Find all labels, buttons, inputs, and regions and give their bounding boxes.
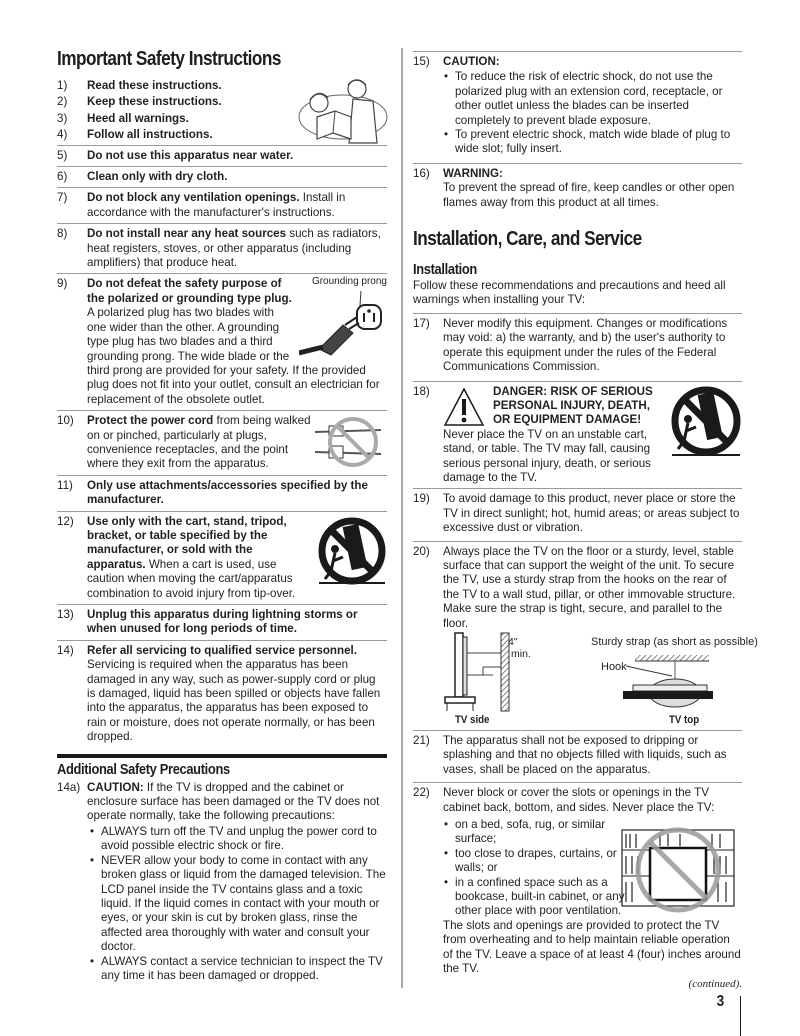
bullet-item: • ALWAYS turn off the TV and unplug the power cord to avoid possible electric shock or fire. (89, 825, 387, 854)
section-divider (57, 754, 387, 758)
hook-pointer-line (626, 664, 676, 680)
subsection-title: Installation (413, 261, 477, 279)
bullet-list (443, 70, 742, 156)
cart-tipover-warning-icon (670, 385, 742, 459)
bookcase-prohibited-illustration (620, 826, 736, 914)
bullet-list (89, 825, 387, 983)
bullet-item: • too close to drapes, curtains, or walls; or (443, 847, 625, 876)
bullet-list (443, 818, 625, 919)
bullet-item: • ALWAYS contact a service technician to inspect the TV any time it has been damaged or dropped. (89, 955, 387, 984)
list-item: 1) Read these instructions. (57, 79, 222, 92)
list-item: 19) To avoid damage to this product, never place or store the TV in direct sunlight; hot, humid areas; or areas subject to excessive dust or vibration. (413, 488, 742, 538)
bullet-item: • on a bed, sofa, rug, or similar surface; (443, 818, 625, 847)
list-item: 8) Do not install near any heat sources such as radiators, heat registers, stoves, or other apparatus (including amplifiers) that produce heat. (57, 223, 387, 273)
list-item: 20) Always place the TV on the floor or a sturdy, level, stable surface that can support the weight of the unit. To secure the TV, use a sturdy strap from the hooks on the rear of the TV to a wall stud, pillar, or other immovable structure. Make sure the strap is tight, secure, and parallel to the floor. 4" min. TV side Sturdy strap (as short as possible) Hook TV top (413, 541, 742, 730)
ventilation-note: The slots and openings are provided to protect the TV from overheating and to help maintain reliable operation of the TV. Leave a space of at least 4 (four) inches around the TV. (443, 918, 741, 976)
warning-triangle-icon (443, 387, 485, 427)
intro-paragraph: Follow these recommendations and precautions and heed all warnings when installing your TV: (413, 279, 726, 307)
list-item: 5) Do not use this apparatus near water. (57, 145, 387, 166)
list-item: 9) Grounding prong Do not defeat the safety purpose of the polarized or grounding type plug. A polarized plug has two blades with one wider than the other. A grounding type plug has two blades and a third grounding prong. The wide blade or the third prong are provided for your safety. If the provided plug does not fit into your outlet, consult an electrician for replacement of the obsolete outlet. (57, 273, 387, 410)
cart-tipover-warning-icon (317, 517, 387, 587)
list-item: 4) Follow all instructions. (57, 128, 213, 142)
plug-icon (299, 291, 387, 357)
figure-caption: TV side (455, 714, 490, 726)
page-title: Important Safety Instructions (57, 48, 281, 70)
grounding-plug-figure: Grounding prong (299, 277, 387, 359)
list-item: 10) Protect the power cord from being walked on or pinched, particularly at plugs, convenience receptacles, and the point where they exit from the apparatus. (57, 410, 387, 475)
list-item: 21) The apparatus shall not be exposed to dripping or splashing and that no objects filled with liquids, such as vases, shall be placed on the apparatus. (413, 730, 742, 780)
list-item: 14a) CAUTION: If the TV is dropped and the cabinet or enclosure surface has been damaged or the TV does not operate normally, take the following precautions: • ALWAYS turn off the TV and unplug the power cord to avoid possible electric shock or fire. • NEVER allow your body to come in contact with any broken glass or liquid from the damaged television. The LCD panel inside the TV contains glass and a toxic liquid. If the liquid comes in contact with your mouth or eyes, or your skin is cut by broken glass, rinse the affected area thoroughly with water and consult your doctor. • ALWAYS contact a service technician to inspect the TV any time it has been damaged or dropped. (57, 779, 387, 987)
bullet-item: • NEVER allow your body to come in contact with any broken glass or liquid from the damaged television. The LCD panel inside the TV contains glass and a toxic liquid. If the liquid comes in contact with your mouth or eyes, or your skin is cut by broken glass, rinse the affected area thoroughly with water and consult your doctor. (89, 854, 387, 955)
figure-caption: TV top (669, 714, 700, 726)
list-item: 2) Keep these instructions. (57, 95, 222, 109)
list-item: 13) Unplug this apparatus during lightning storms or when unused for long periods of time. (57, 604, 387, 640)
section-title: Additional Safety Precautions (57, 760, 230, 778)
list-item: 15) CAUTION: • To reduce the risk of electric shock, do not use the polarized plug with an extension cord, receptacle, or other outlet unless the blades can be inserted completely to prevent blade exposure. • To prevent electric shock, match wide blade of plug to wide slot; fully insert. (413, 51, 742, 160)
list-item: 16) WARNING: To prevent the spread of fire, keep candles or other open flames away from this product at all times. (413, 163, 742, 213)
list-item: 11) Only use attachments/accessories specified by the manufacturer. (57, 475, 387, 511)
list-item: 3) Heed all warnings. (57, 111, 189, 125)
bullet-item: • in a confined space such as a bookcase, built-in cabinet, or any other place with poor ventilation. (443, 876, 625, 919)
section-title: Installation, Care, and Service (413, 228, 642, 251)
list-item: 14) Refer all servicing to qualified service personnel. Servicing is required when the apparatus has been damaged in any way, such as power-supply cord or plug is damaged, liquid has been spilled or objects have fallen into the apparatus, the apparatus has been exposed to rain or moisture, does not operate normally, or has been dropped. (57, 640, 387, 748)
list-item: 12) Use only with the cart, stand, tripod, bracket, or table specified by the manufacturer, or sold with the apparatus. When a cart is used, use caution when moving the cart/apparatus combination to avoid injury from tip-over. (57, 511, 387, 604)
column-divider (401, 48, 403, 988)
power-cord-prohibited-icon (315, 416, 381, 468)
continued-note: (continued). (688, 977, 742, 990)
bullet-item: • To prevent electric shock, match wide blade of plug to wide slot; fully insert. (443, 128, 742, 157)
list-item: 17) Never modify this equipment. Changes or modifications may void: a) the warranty, and b) the user's authority to operate this equipment under the rules of the Federal Communications Commission. (413, 313, 742, 378)
page-number: 3 (716, 993, 725, 1010)
list-item: 6) Clean only with dry cloth. (57, 166, 387, 187)
page-edge-bar (740, 996, 741, 1036)
strap-installation-figure: 4" min. TV side Sturdy strap (as short as possible) Hook TV top (433, 631, 742, 727)
bullet-item: • To reduce the risk of electric shock, do not use the polarized plug with an extension cord, receptacle, or other outlet unless the blades can be inserted completely to prevent blade exposure. (443, 70, 742, 128)
list-item: 22) Never block or cover the slots or openings in the TV cabinet back, bottom, and sides. Never place the TV: • on a bed, sofa, rug, or similar surface; • too close to drapes, curtains, or walls; or • in a confined space such as a bookcase, built-in cabinet, or any other place with poor ventilation. The slots and openings are provided to protect the TV from overheating and to help maintain reliable operation of the TV. Leave a space of at least 4 (four) inches around the TV. (continued). (413, 782, 742, 994)
list-item: 18) DANGER: RISK OF SERIOUS PERSONAL INJURY, DEATH, OR EQUIPMENT DAMAGE! Never place the TV on an unstable cart, stand, or table. The TV may fall, causing serious personal injury, death, or serious damage to the TV. (413, 381, 742, 489)
list-item: 7) Do not block any ventilation openings. Install in accordance with the manufacturer's instructions. (57, 187, 387, 223)
